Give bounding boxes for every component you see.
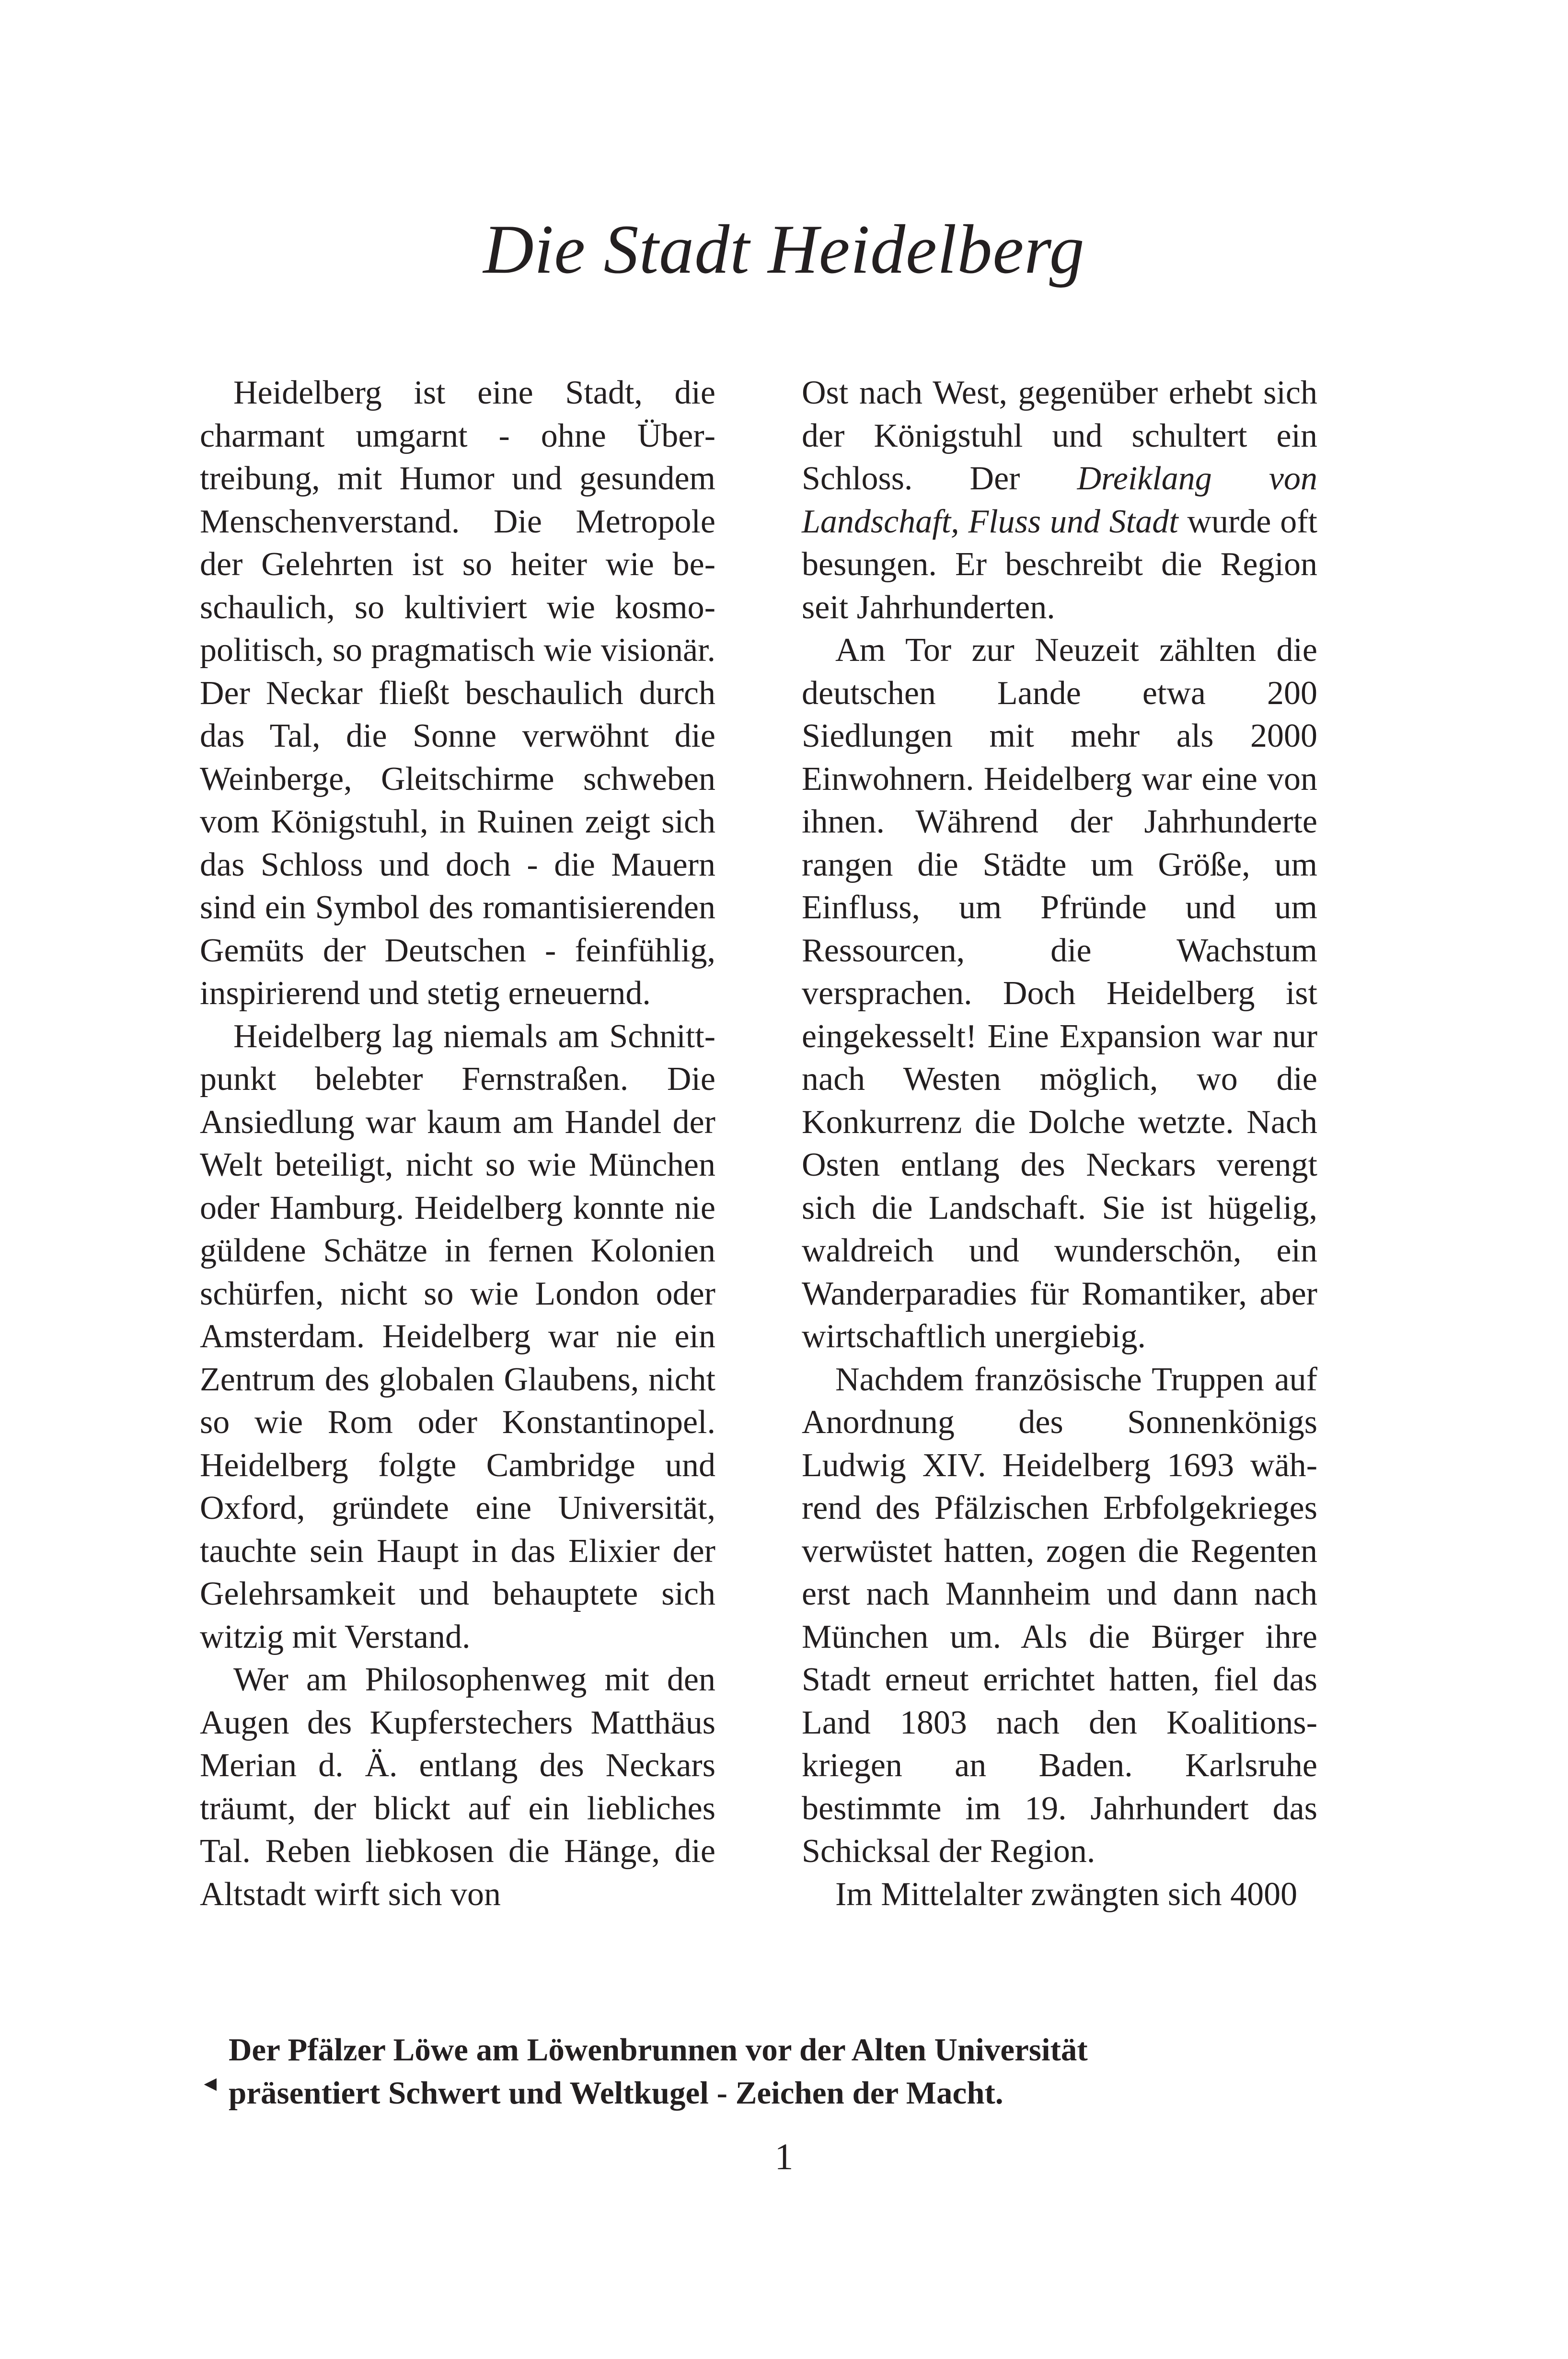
paragraph: Heidelberg ist eine Stadt, die charmant umgarnt - ohne Übertreibung, mit Humor und gesundem Menschenverstand. Die Metropole der Gelehrten ist so heiter wie beschaulich, so kultiviert wie kosmopolitisch, so pragmatisch wie visionär. Der Neckar fließt beschaulich durch das Tal, die Sonne verwöhnt die Weinberge, Gleitschirme schweben vom Königstuhl, in Ruinen zeigt sich das Schloss und doch - die Mauern sind ein Symbol des romantisierenden Gemüts der Deutschen - feinfühlig, inspirierend und stetig erneuernd. bbox=[200, 374, 715, 1012]
page-title: Die Stadt Heidelberg bbox=[483, 210, 1085, 288]
page-number: 1 bbox=[774, 2136, 794, 2177]
emphasized-phrase: Dreiklang von Landschaft, Fluss und Stadt bbox=[802, 460, 1317, 540]
paragraph: Wer am Philosophenweg mit den Augen des Kupferstechers Matthäus Merian d. Ä. entlang des Neckars träumt, der blickt auf ein liebliches Tal. Reben liebkosen die Hänge, die Altstadt wirft sich von bbox=[200, 1661, 715, 1913]
left-arrow-icon: ◄ bbox=[200, 2072, 221, 2095]
text-column-right bbox=[802, 371, 1317, 1916]
caption-text bbox=[229, 2028, 1369, 2115]
paragraph-text: Ost nach West, gegenüber erhebt sich der Königstuhl und schultert ein Schloss. Der bbox=[802, 374, 1317, 497]
paragraph: Im Mittelalter zwängten sich 4000 bbox=[835, 1875, 1298, 1913]
caption-line: Der Pfälzer Löwe am Löwenbrunnen vor der Alten Universität bbox=[229, 2032, 1088, 2068]
caption-line: präsentiert Schwert und Weltkugel - Zeichen der Macht. bbox=[229, 2075, 1003, 2111]
text-column-left bbox=[200, 371, 715, 1916]
paragraph bbox=[802, 371, 1317, 629]
paragraph: Am Tor zur Neuzeit zählten die deutschen Lande etwa 200 Siedlungen mit mehr als 2000 Einwohnern. Heidelberg war eine von ihnen. Während der Jahrhunderte rangen die Städte um Größe, um Einfluss, um Pfründe und um Ressourcen, die Wachstum versprachen. Doch Heidelberg ist eingekesselt! Eine Expansion war nur nach Westen möglich, wo die Konkurrenz die Dolche wetzte. Nach Osten entlang des Neckars verengt sich die Landschaft. Sie ist hügelig, waldreich und wunderschön, ein Wanderparadies für Romantiker, aber wirtschaftlich unergiebig. bbox=[802, 632, 1317, 1355]
paragraph: Nachdem französische Truppen auf Anordnung des Sonnenkönigs Ludwig XIV. Heidelberg 1693 während des Pfälzischen Erbfolgekrieges verwüstet hatten, zogen die Regenten erst nach Mannheim und dann nach München um. Als die Bürger ihre Stadt erneut errichtet hatten, fiel das Land 1803 nach den Koalitionskriegen an Baden. Karlsruhe bestimmte im 19. Jahrhundert das Schicksal der Region. bbox=[802, 1361, 1317, 1870]
paragraph: Heidelberg lag niemals am Schnittpunkt belebter Fernstraßen. Die Ansiedlung war kaum am Handel der Welt beteiligt, nicht so wie München oder Hamburg. Heidelberg konnte nie güldene Schätze in fernen Kolonien schürfen, nicht so wie London oder Amsterdam. Heidelberg war nie ein Zentrum des globalen Glaubens, nicht so wie Rom oder Konstantinopel. Heidelberg folgte Cambridge und Oxford, gründete eine Universität, tauchte sein Haupt in das Elixier der Gelehrsamkeit und behauptete sich witzig mit Verstand. bbox=[200, 1018, 715, 1655]
paragraph-text: wurde oft besungen. Er beschreibt die Region seit Jahrhunderten. bbox=[802, 503, 1317, 626]
